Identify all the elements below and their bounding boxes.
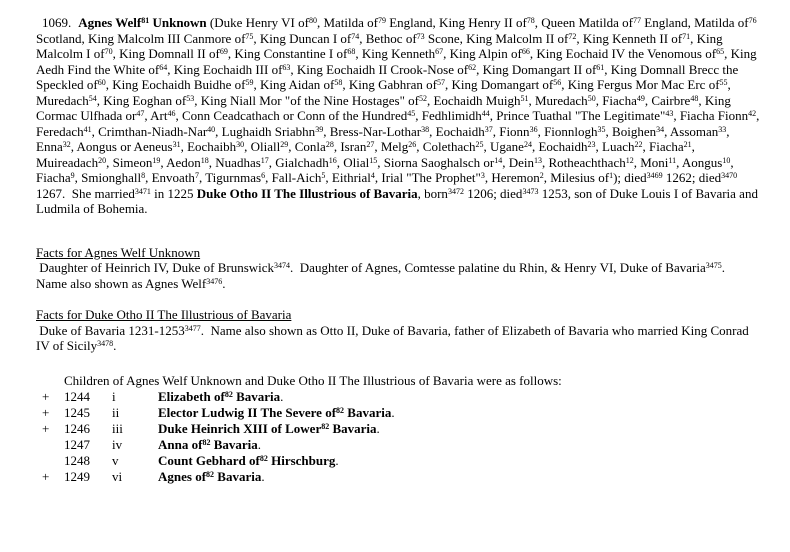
- child-roman: iii: [112, 421, 123, 436]
- child-name: Elizabeth $of^{82}$ Bavaria.: [158, 389, 284, 404]
- child-id: 1244: [64, 389, 90, 404]
- child-marker: +: [42, 389, 50, 404]
- child-row: [42, 421, 762, 437]
- child-name: Duke Heinrich XIII of Lower$^{82}$ Bavaria.: [158, 421, 380, 436]
- child-roman: i: [112, 389, 116, 404]
- child-row: [42, 405, 762, 421]
- child-row: [42, 469, 762, 485]
- child-roman: iv: [112, 437, 123, 452]
- children-table: [36, 389, 762, 485]
- child-roman: vi: [112, 469, 123, 484]
- record-number: 1069.: [42, 15, 72, 30]
- child-row: [42, 389, 762, 405]
- child-row: [42, 437, 762, 453]
- child-row: [42, 453, 762, 469]
- record-paragraph: [36, 15, 762, 217]
- child-id: 1246: [64, 421, 90, 436]
- child-name: Agnes $of^{82}$ Bavaria.: [158, 469, 265, 484]
- child-name: Anna $of^{82}$ Bavaria.: [158, 437, 261, 452]
- child-marker: +: [42, 421, 50, 436]
- child-id: 1248: [64, 453, 90, 468]
- facts-body: Daughter of Heinrich IV, Duke of Brunswick$^{3474}$. Daughter of Agnes, Comtesse palatine du Rhin, & Henry VI, Duke of Bavaria$^{3475}$. Name also shown as Agnes Welf$^{3476}$.: [36, 260, 732, 291]
- facts-body: Duke of Bavaria $1231-1253^{3477}$. Name also shown as Otto II, Duke of Bavaria, father of Elizabeth of Bavaria who married King Conrad IV of Sicily$^{3478}$.: [36, 322, 752, 353]
- child-id: 1245: [64, 405, 90, 420]
- child-marker: +: [42, 405, 50, 420]
- facts-heading: Facts for Duke Otho II The Illustrious of Bavaria: [36, 307, 292, 322]
- child-roman: ii: [112, 405, 120, 420]
- facts-heading: Facts for Agnes Welf Unknown: [36, 244, 201, 260]
- child-marker: [42, 437, 64, 453]
- child-id: 1247: [64, 437, 90, 452]
- child-marker: [42, 453, 64, 469]
- child-id: 1249: [64, 469, 90, 484]
- child-roman: v: [112, 453, 119, 468]
- children-intro: Children of Agnes Welf Unknown and Duke Otho II The Illustrious of Bavaria were as follows:: [64, 372, 562, 388]
- children-section: [36, 373, 762, 486]
- record-text: Agnes Welf$^{81}$ Unknown (Duke Henry VI $of^{80}$, Matilda $of^{79}$ England, King Henry II $of^{78}$, Queen Matilda $of^{77}$ England, Matilda $of^{76}$ Scotland, King Malcolm III Canmore $of^{75}$, King Duncan I $of^{74}$, Bethoc $of^{73}$ Scone, King Malcolm II $of^{72}$, King Kenneth II $of^{71}$, King Malcolm I $of^{70}$, King Domnall II $of^{69}$, King Constantine I $of^{68}$, King Kenneth$^{67}$, King Alpin $of^{66}$, King Eochaid IV the Venomous $of^{65}$, King Aedh Find the White $of^{64}$, King Eochaidh III $of^{63}$, King Eochaidh II Crook-Nose $of^{62}$, King Domangart II $of^{61}$, King Domnall Brecc the Speckled $of^{60}$, King Eochaidh Buidhe $of^{59}$, King Aidan $of^{58}$, King Gabhran $of^{57}$, King Domangart $of^{56}$, King Fergus Mor Mac Erc $of^{55}$, Muredach$^{54}$, King Eoghan $of^{53}$, King Niall Mor "of the Nine Hostages" $of^{52}$, Eochaidh Muigh$^{51}$, Muredach$^{50}$, Fiacha$^{49}$, Cairbre$^{48}$, King Cormac Ulfhada $or^{47}$, Art$^{46}$, Conn Ceadcathach or Conn of the Hundred$^{45}$, Fedhlimidh$^{44}$, Prince Tuathal "The Legitimate"$^{43}$, Fiacha Fionn$^{42}$, Feredach$^{41}$, Crimthan-Niadh-Nar$^{40}$, Lughaidh Sriabhn$^{39}$, Bress-Nar-Lothar$^{38}$, Eochaidh$^{37}$, Fionn$^{36}$, Fionnlogh$^{35}$, Boighen$^{34}$, Assoman$^{33}$, Enna$^{32}$, Aongus or Aeneus$^{31}$, Eochaibh$^{30}$, Oliall$^{29}$, Conla$^{28}$, Isran$^{27}$, Melg$^{26}$, Colethach$^{25}$, Ugane$^{24}$, Eochaidh$^{23}$, Luach$^{22}$, Fiacha$^{21}$, Muireadach$^{20}$, Simeon$^{19}$, Aedon$^{18}$, Nuadhas$^{17}$, Gialchadh$^{16}$, Olial$^{15}$, Siorna Saoghalsch $or^{14}$, Dein$^{13}$, Rotheachthach$^{12}$, Moni$^{11}$, Aongus$^{10}$, Fiacha$^9$, Smionghall$^8$, Envoath$^7$, Tigurnmas$^6$, Fall-Aich$^5$, Eithrial$^4$, Irial "The Prophet"$^3$, Heremon$^2$, Milesius $of^1$); died$^{3469}$ 1262; died$^{3470}$ 1267. She married$^{3471}$ in 1225 Duke Otho II The Illustrious of Bavaria, born$^{3472}$ 1206; died$^{3473}$ 1253, son of Duke Louis I of Bavaria and Ludmila of Bohemia.: [36, 15, 763, 216]
- facts-section: [36, 307, 762, 354]
- child-name: Elector Ludwig II The Severe $of^{82}$ Bavaria.: [158, 405, 395, 420]
- facts-section: [36, 245, 762, 292]
- child-name: Count Gebhard $of^{82}$ Hirschburg.: [158, 453, 339, 468]
- child-marker: +: [42, 469, 50, 484]
